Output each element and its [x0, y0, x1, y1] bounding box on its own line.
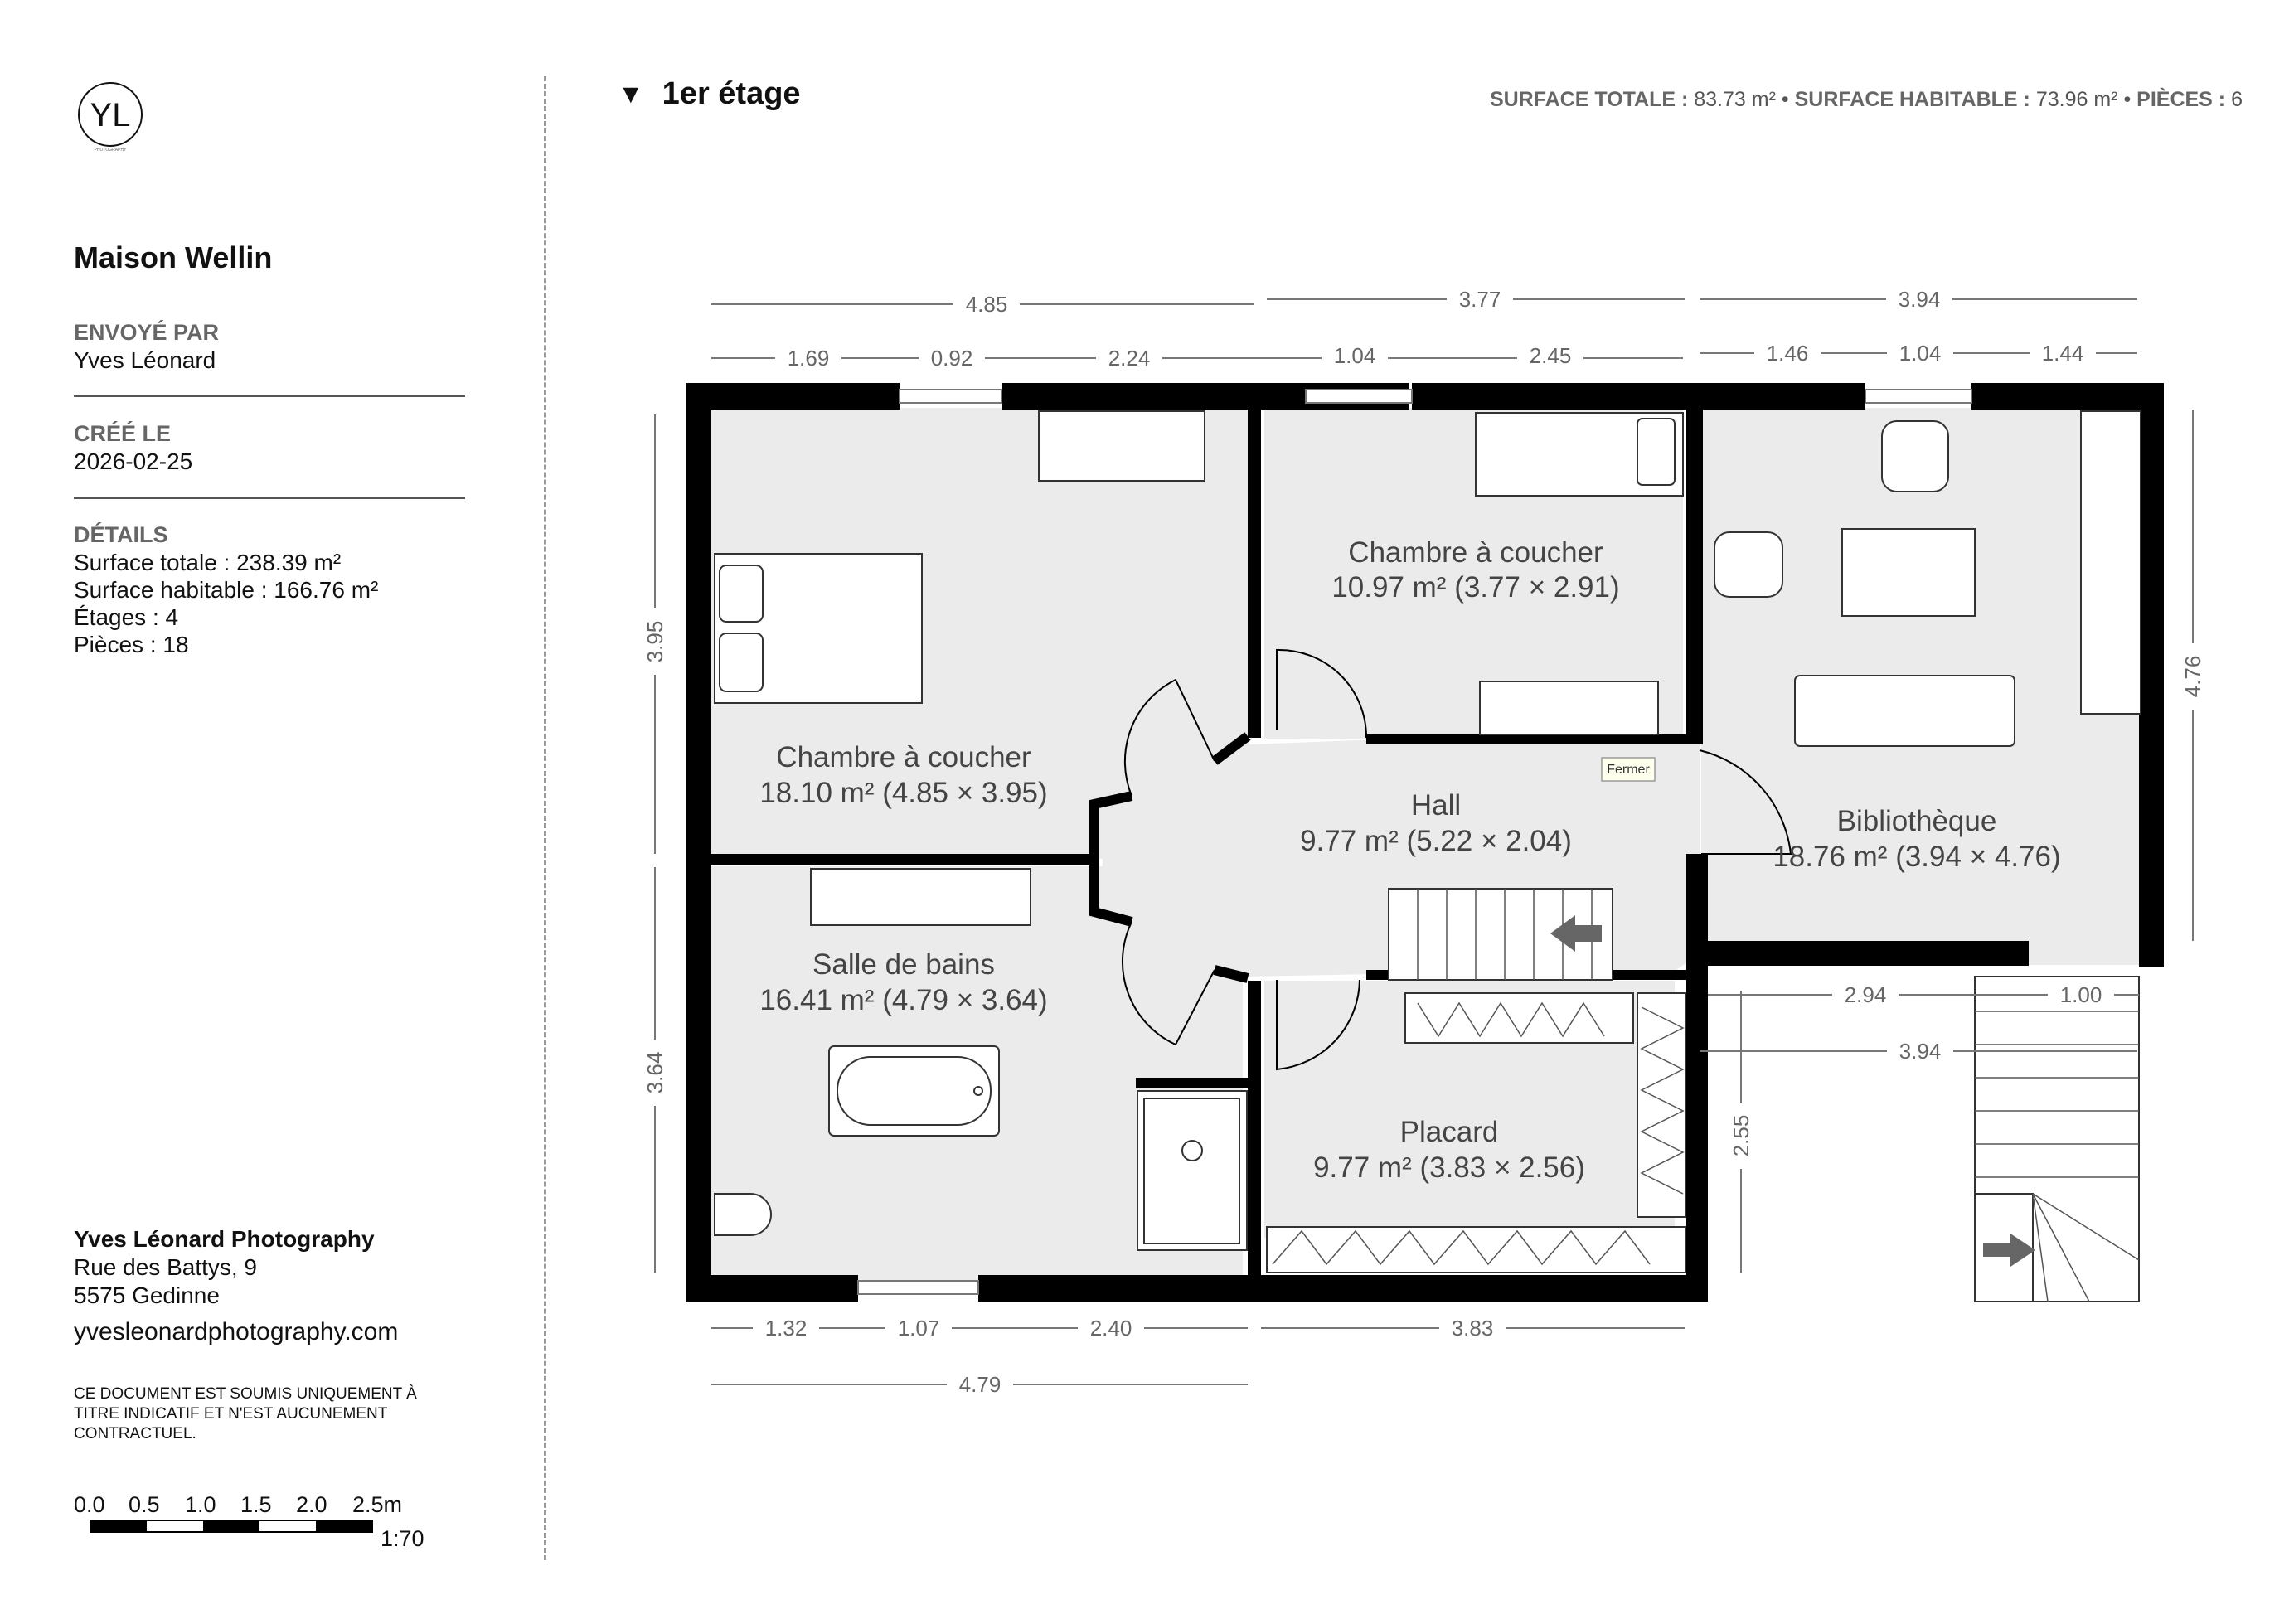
dim-label: 1.44 — [2041, 341, 2084, 366]
room-area-bathroom: 16.41 m² (4.79 × 3.64) — [759, 984, 1048, 1016]
room-name-library: Bibliothèque — [1836, 805, 1997, 837]
scale-tick: 1.5 — [240, 1492, 272, 1517]
room-area-library: 18.76 m² (3.94 × 4.76) — [1773, 841, 2061, 873]
dim-label: 3.83 — [1451, 1316, 1494, 1340]
room-name-bedroom-2: Chambre à coucher — [1348, 536, 1603, 569]
details-habitable-area: Surface habitable : 166.76 m² — [74, 577, 379, 603]
stat-separator: • — [1781, 88, 1789, 111]
stat-rooms-value: 6 — [2231, 88, 2243, 111]
floor-name: 1er étage — [662, 76, 801, 111]
scale-ratio: 1:70 — [381, 1526, 424, 1551]
dim-label: 1.32 — [764, 1316, 808, 1340]
project-title: Maison Wellin — [74, 240, 273, 274]
stat-rooms-label: PIÈCES : — [2136, 88, 2226, 111]
armchair — [1882, 421, 1948, 492]
dim-label: 3.64 — [643, 1051, 667, 1094]
scale-tick: 2.5m — [352, 1492, 403, 1517]
bookshelf — [2081, 411, 2141, 714]
dim-label: 1.00 — [2059, 982, 2102, 1007]
dim-label: 3.95 — [643, 620, 667, 663]
room-name-bedroom-1: Chambre à coucher — [776, 741, 1031, 773]
scale-tick: 0.0 — [74, 1492, 105, 1517]
disclaimer: CE DOCUMENT EST SOUMIS UNIQUEMENT À TITRE INDICATIF ET N'EST AUCUNEMENT CONTRACTUEL. — [74, 1385, 417, 1442]
close-tag-label[interactable]: Fermer — [1607, 763, 1650, 777]
details-label: DÉTAILS — [74, 522, 168, 547]
stat-habitable-label: SURFACE HABITABLE : — [1794, 88, 2030, 111]
wardrobe — [1039, 411, 1205, 481]
room-area-hall: 9.77 m² (5.22 × 2.04) — [1300, 825, 1572, 857]
company-address-street: Rue des Battys, 9 — [74, 1254, 258, 1280]
room-name-hall: Hall — [1410, 789, 1462, 822]
sent-by-label: ENVOYÉ PAR — [74, 320, 220, 345]
dim-label: 4.85 — [965, 292, 1008, 317]
logo-subtext: PHOTOGRAPHY — [94, 148, 127, 153]
room-name-bathroom: Salle de bains — [812, 948, 995, 981]
room-area-closet: 9.77 m² (3.83 × 2.56) — [1313, 1151, 1585, 1184]
details-floors: Étages : 4 — [74, 604, 179, 630]
vanity — [811, 869, 1031, 925]
table — [1842, 529, 1975, 616]
created-value: 2026-02-25 — [74, 448, 193, 474]
dim-label: 3.94 — [1899, 1039, 1942, 1064]
triangle-down-icon[interactable]: ▼ — [618, 79, 644, 109]
dim-label: 2.24 — [1108, 346, 1151, 371]
dim-label: 4.76 — [2180, 655, 2205, 698]
dim-label: 1.07 — [897, 1316, 940, 1340]
stat-total-label: SURFACE TOTALE : — [1489, 88, 1689, 111]
sideboard — [1480, 681, 1658, 734]
scale-tick: 2.0 — [296, 1492, 327, 1517]
dim-label: 2.40 — [1089, 1316, 1132, 1340]
scale-tick: 1.0 — [185, 1492, 216, 1517]
dim-label: 1.04 — [1333, 343, 1376, 368]
dim-label: 3.77 — [1458, 287, 1501, 312]
scale-tick: 0.5 — [129, 1492, 160, 1517]
stat-total-value: 83.73 m² — [1694, 88, 1776, 111]
dim-label: 1.04 — [1899, 341, 1942, 366]
company-website: yvesleonardphotography.com — [74, 1318, 399, 1345]
dim-label: 1.46 — [1766, 341, 1809, 366]
room-area-bedroom-2: 10.97 m² (3.77 × 2.91) — [1331, 571, 1620, 604]
dim-label: 2.55 — [1729, 1114, 1753, 1157]
details-total-area: Surface totale : 238.39 m² — [74, 550, 342, 575]
toilet — [715, 1194, 771, 1235]
dim-label: 1.69 — [787, 346, 830, 371]
stat-habitable-value: 73.96 m² — [2035, 88, 2118, 111]
sofa — [1795, 676, 2015, 746]
created-label: CRÉÉ LE — [74, 421, 172, 446]
dim-label: 2.45 — [1529, 343, 1572, 368]
company-name: Yves Léonard Photography — [74, 1226, 375, 1252]
room-name-closet: Placard — [1399, 1116, 1499, 1148]
sent-by-value: Yves Léonard — [74, 347, 216, 373]
stat-separator: • — [2123, 88, 2132, 111]
dim-label: 4.79 — [958, 1372, 1002, 1397]
details-rooms: Pièces : 18 — [74, 632, 189, 657]
logo-text: YL — [90, 97, 131, 133]
company-address-city: 5575 Gedinne — [74, 1282, 220, 1308]
dim-label: 0.92 — [930, 346, 973, 371]
dim-label: 3.94 — [1898, 287, 1941, 312]
room-area-bedroom-1: 18.10 m² (4.85 × 3.95) — [759, 777, 1048, 809]
dim-label: 2.94 — [1844, 982, 1887, 1007]
